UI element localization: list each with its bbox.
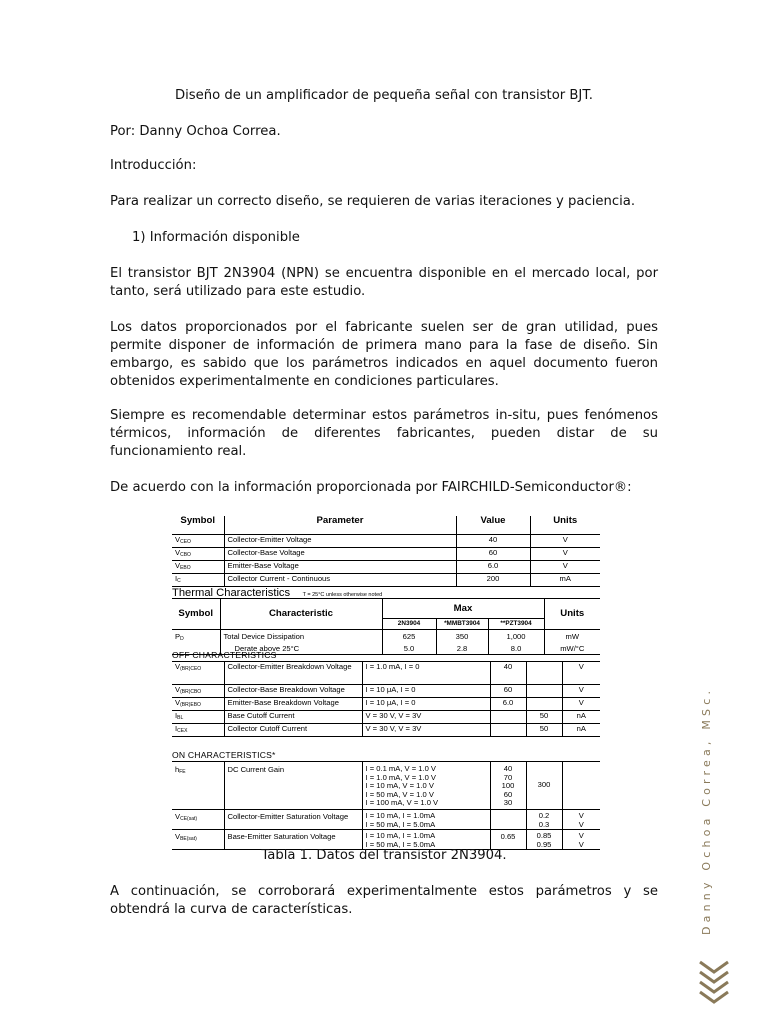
absolute-ratings-table [172,516,600,587]
thermal-header-max: Max [382,599,544,619]
on-characteristics-table [172,750,600,850]
table-row: $h_{FE}$ DC Current Gain I = 0.1 mA, V = 1.0 V I = 1.0 mA, V = 1.0 V I = 10 mA, V = 1.0 V I = 50 mA, V = 1.0 V I = 100 mA, V = 1.0 V 40 70 100 60 30 300 [172,762,600,809]
header-parameter: Parameter [224,516,456,534]
header-value: Value [456,516,530,534]
table-row: $V_{CBO}$ Collector-Base Voltage 60 V [172,547,600,560]
thermal-header-characteristic: Characteristic [220,599,382,630]
header-symbol: Symbol [172,516,224,534]
paragraph-2: Los datos proporcionados por el fabricante suelen ser de gran utilidad, pues permite disponer de información de primera mano para la fase de diseño. Sin embargo, es sabido que los parámetros indicados en aquel documento fueron obtenidos experimentalmente en condiciones particulares. [110,320,658,389]
table-row: $V_{CEO}$ Collector-Emitter Voltage 40 V [172,534,600,547]
thermal-title: Thermal Characteristics [172,587,291,599]
table-row: $V_{(BR)EBO}$ Emitter-Base Breakdown Voltage I = 10 μA, I = 0 6.0 V [172,697,600,710]
paragraph-3: Siempre es recomendable determinar estos parámetros in-situ, pues fenómenos térmicos, información de diferentes fabricantes, pueden distar de su funcionamiento real. [110,408,658,459]
intro-text: Para realizar un correcto diseño, se requieren de varias iteraciones y paciencia. [110,194,636,209]
table-caption: Tabla 1. Datos del transistor 2N3904. [261,848,507,863]
paragraph-4: De acuerdo con la información proporcionada por FAIRCHILD-Semiconductor®: [110,480,632,495]
chevron-down-icon [696,958,732,1008]
table-row: $V_{(BR)CBO}$ Collector-Base Breakdown Voltage I = 10 μA, I = 0 60 V [172,684,600,697]
author-watermark: Danny Ochoa Correa, MSc. [700,686,713,935]
paragraph-1: El transistor BJT 2N3904 (NPN) se encuentra disponible en el mercado local, por tanto, será utilizado para este estudio. [110,266,658,299]
document-title: Diseño de un amplificador de pequeña señal con transistor BJT. [174,88,593,103]
author-line: Por: Danny Ochoa Correa. [110,124,281,139]
off-characteristics-table [172,650,600,737]
paragraph-5: A continuación, se corroborará experimentalmente estos parámetros y se obtendrá la curva de características. [110,884,658,917]
thermal-note: T = 25°C unless otherwise noted [302,592,383,598]
thermal-characteristics-table: Thermal Characteristics T = 25°C unless otherwise noted Symbol Characteristic Max Units 2N3904 *MMBT3904 **PZT3904 $P_D$ Total Device Dissipation 625 350 1,000 mW Derate above 25°C 5.0 2.8 8.0 mW/°C [172,583,600,655]
thermal-header-symbol: Symbol [172,599,220,630]
table-row: $V_{(BR)CEO}$ Collector-Emitter Breakdown Voltage I = 1.0 mA, I = 0 40 V [172,662,600,684]
table-row: $V_{EBO}$ Emitter-Base Voltage 6.0 V [172,560,600,573]
thermal-header-units: Units [544,599,600,630]
on-title: ON CHARACTERISTICS* [172,750,600,762]
table-row: $V_{BE(sat)}$ Base-Emitter Saturation Voltage I = 10 mA, I = 1.0mA I = 50 mA, I = 5.0mA 0.65 0.85 0.95 V V [172,830,600,850]
section-heading-1: 1) Información disponible [132,230,300,245]
intro-heading: Introducción: [110,158,197,173]
off-title: OFF CHARACTERISTICS [172,650,600,662]
table-row: $I_{BL}$ Base Cutoff Current V = 30 V, V = 3V 50 nA [172,710,600,723]
table-row: $P_D$ Total Device Dissipation 625 350 1,000 mW [172,630,600,645]
header-units: Units [530,516,600,534]
table-row: Derate above 25°C 5.0 2.8 8.0 mW/°C [172,644,600,655]
table-row: $I_{CEX}$ Collector Cutoff Current V = 30 V, V = 3V 50 nA [172,723,600,736]
table-row: $V_{CE(sat)}$ Collector-Emitter Saturation Voltage I = 10 mA, I = 1.0mA I = 50 mA, I = 5.0mA 0.2 0.3 V V [172,809,600,829]
table-row: $I_C$ Collector Current - Continuous 200 mA [172,573,600,586]
